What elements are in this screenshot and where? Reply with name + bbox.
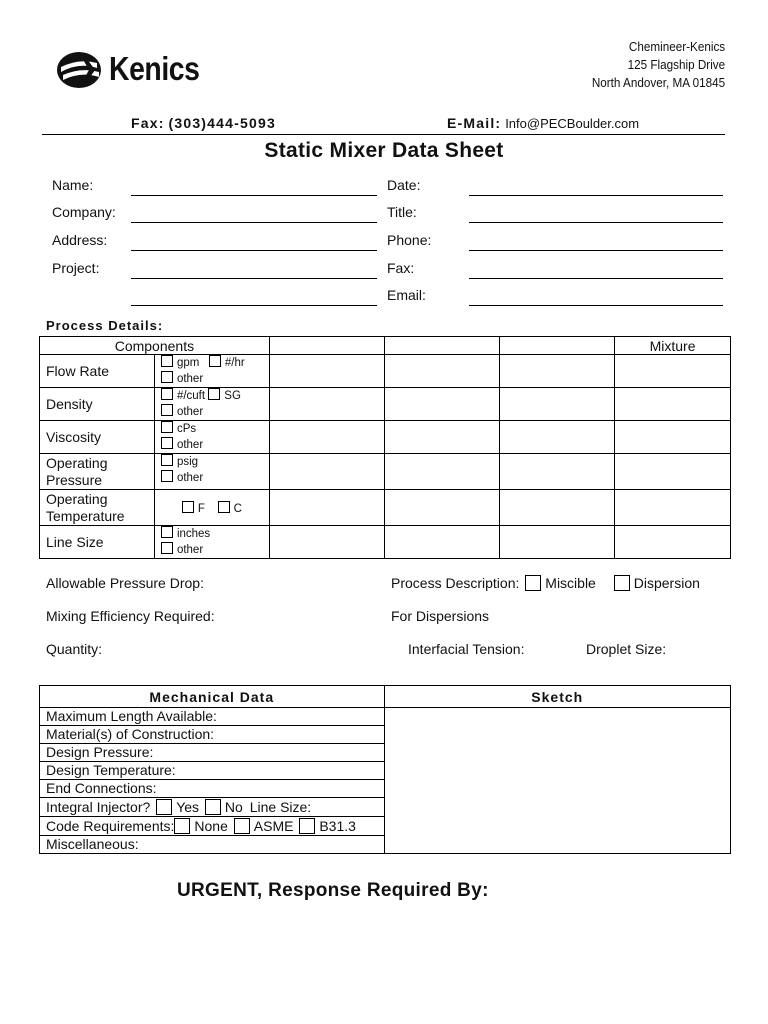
unit-label: psig [176, 456, 199, 468]
checkbox-other[interactable] [161, 542, 173, 554]
table-row [40, 355, 731, 388]
table-cell[interactable] [269, 355, 384, 388]
dispersion-checkbox[interactable] [614, 575, 630, 591]
checkbox-other[interactable] [161, 437, 173, 449]
title-field[interactable] [469, 222, 723, 223]
phone-label: Phone: [387, 232, 432, 248]
row-label-density: Density [40, 388, 155, 421]
fax-number: (303)444-5093 [168, 115, 276, 131]
table-cell[interactable] [500, 355, 615, 388]
table-cell[interactable] [615, 490, 731, 526]
table-cell[interactable] [384, 421, 500, 454]
table-cell[interactable] [500, 337, 615, 355]
checkbox-f[interactable] [182, 501, 194, 513]
row-label-viscosity: Viscosity [40, 421, 155, 454]
title-label: Title: [387, 204, 417, 220]
table-cell[interactable] [384, 355, 500, 388]
fax-field-label: Fax: [387, 260, 415, 276]
unit-label: other [176, 544, 204, 556]
code-asme-checkbox[interactable] [234, 818, 250, 834]
table-cell[interactable] [269, 337, 384, 355]
checkbox-other[interactable] [161, 371, 173, 383]
company-label: Company: [52, 204, 116, 220]
table-row [40, 454, 731, 490]
label-line: Pressure [46, 471, 103, 488]
unit-label: other [176, 439, 204, 451]
table-cell[interactable] [500, 388, 615, 421]
process-table [39, 336, 731, 559]
table-cell[interactable] [269, 490, 384, 526]
kenics-logo-icon [55, 50, 105, 90]
max-length-label: Maximum Length Available: [40, 708, 385, 726]
units-cell [154, 388, 269, 421]
table-row [40, 490, 731, 526]
table-cell[interactable] [500, 526, 615, 559]
allowable-pressure-drop-label: Allowable Pressure Drop: [46, 575, 204, 591]
mixing-efficiency-label: Mixing Efficiency Required: [46, 608, 215, 624]
quantity-label: Quantity: [46, 641, 103, 657]
miscible-label: Miscible [545, 575, 596, 591]
injector-yes-label: Yes [176, 798, 200, 815]
sketch-heading: Sketch [384, 686, 730, 708]
unit-label: #/hr [224, 357, 245, 369]
logo-wordmark: Kenics [109, 50, 200, 87]
unit-label: inches [176, 528, 211, 540]
address-line: Chemineer-Kenics [628, 39, 725, 54]
for-dispersions-label: For Dispersions [391, 608, 490, 624]
name-field[interactable] [131, 195, 377, 196]
unit-label: SG [224, 390, 241, 402]
mechanical-data-heading: Mechanical Data [40, 686, 385, 708]
unit-label: other [176, 406, 204, 418]
company-logo [55, 48, 220, 92]
address-line: 125 Flagship Drive [627, 57, 725, 72]
dispersion-label: Dispersion [633, 575, 700, 591]
label-line: Temperature [46, 507, 125, 524]
injector-no-checkbox[interactable] [205, 799, 221, 815]
header-divider [42, 134, 725, 135]
table-header-row [40, 337, 731, 355]
table-cell[interactable] [269, 388, 384, 421]
unit-label: gpm [176, 357, 200, 369]
units-cell [154, 526, 269, 559]
code-asme-label: ASME [253, 817, 294, 834]
name-label: Name: [52, 177, 94, 193]
mixture-header: Mixture [615, 337, 731, 355]
table-cell[interactable] [500, 421, 615, 454]
code-requirements-row [40, 817, 385, 836]
checkbox-c[interactable] [218, 501, 230, 513]
label-line: Operating [46, 490, 108, 507]
table-cell[interactable] [384, 388, 500, 421]
table-row [40, 421, 731, 454]
address-line: North Andover, MA 01845 [591, 75, 725, 90]
process-description-label: Process Description: [391, 575, 520, 591]
materials-label: Material(s) of Construction: [40, 726, 385, 744]
row-label-line-size: Line Size [40, 526, 155, 559]
row-label-operating-temperature [40, 490, 155, 526]
checkbox-gpm[interactable] [161, 355, 173, 367]
units-cell [154, 454, 269, 490]
code-b313-label: B31.3 [319, 817, 356, 834]
code-none-checkbox[interactable] [174, 818, 190, 834]
unit-label: #/cuft [176, 390, 206, 402]
unit-label: F [197, 502, 205, 515]
unit-label: other [176, 373, 204, 385]
table-cell[interactable] [500, 454, 615, 490]
label-line: Operating [46, 454, 108, 471]
table-row [40, 708, 731, 726]
fax-contact [131, 115, 276, 131]
project-field[interactable] [131, 278, 377, 279]
checkbox-sg[interactable] [208, 388, 220, 400]
fax-field[interactable] [469, 278, 723, 279]
table-cell[interactable] [384, 526, 500, 559]
design-temperature-label: Design Temperature: [40, 762, 385, 780]
process-details-heading: Process Details: [46, 318, 164, 333]
fax-label: Fax: [131, 115, 165, 131]
design-pressure-label: Design Pressure: [40, 744, 385, 762]
address-extra-field[interactable] [131, 305, 377, 306]
table-cell[interactable] [384, 490, 500, 526]
integral-injector-label: Integral Injector? [46, 798, 151, 815]
email-label: E-Mail: [447, 115, 502, 131]
row-label-flow-rate: Flow Rate [40, 355, 155, 388]
table-cell[interactable] [384, 337, 500, 355]
page-title: Static Mixer Data Sheet [264, 139, 504, 162]
unit-label: C [233, 502, 242, 515]
components-header: Components [40, 337, 270, 355]
miscellaneous-label: Miscellaneous: [40, 836, 385, 854]
table-header-row [40, 686, 731, 708]
integral-injector-row [40, 798, 385, 817]
email-address: Info@PECBoulder.com [505, 116, 640, 131]
injector-yes-checkbox[interactable] [156, 799, 172, 815]
end-connections-label: End Connections: [40, 780, 385, 798]
table-cell[interactable] [500, 490, 615, 526]
units-cell [154, 355, 269, 388]
units-cell [154, 421, 269, 454]
line-size-label: Line Size: [249, 798, 312, 815]
email-field-label: Email: [387, 287, 426, 303]
date-label: Date: [387, 177, 421, 193]
project-label: Project: [52, 260, 100, 276]
sketch-area[interactable] [384, 708, 730, 854]
unit-label: cPs [176, 423, 197, 435]
droplet-size-label: Droplet Size: [586, 641, 667, 657]
date-field[interactable] [469, 195, 723, 196]
units-cell [154, 490, 269, 526]
email-contact [447, 115, 639, 131]
table-cell[interactable] [615, 388, 731, 421]
table-cell[interactable] [615, 355, 731, 388]
table-cell[interactable] [384, 454, 500, 490]
process-description [391, 575, 700, 591]
checkbox-other[interactable] [161, 470, 173, 482]
unit-label: other [176, 472, 204, 484]
checkbox-lb-cuft[interactable] [161, 388, 173, 400]
table-cell[interactable] [269, 421, 384, 454]
email-field[interactable] [469, 305, 723, 306]
table-cell[interactable] [269, 454, 384, 490]
checkbox-cps[interactable] [161, 421, 173, 433]
checkbox-lb-hr[interactable] [209, 355, 221, 367]
checkbox-inches[interactable] [161, 526, 173, 538]
injector-no-label: No [224, 798, 243, 815]
address-field[interactable] [131, 250, 377, 251]
table-row [40, 526, 731, 559]
table-cell[interactable] [615, 454, 731, 490]
miscible-checkbox[interactable] [525, 575, 541, 591]
urgent-response-heading: URGENT, Response Required By: [177, 880, 489, 901]
checkbox-psig[interactable] [161, 454, 173, 466]
phone-field[interactable] [469, 250, 723, 251]
table-cell[interactable] [269, 526, 384, 559]
interfacial-tension-label: Interfacial Tension: [408, 641, 525, 657]
row-label-operating-pressure [40, 454, 155, 490]
code-requirements-label: Code Requirements: [46, 817, 175, 834]
code-none-label: None [194, 817, 228, 834]
company-address [592, 38, 725, 92]
table-cell[interactable] [615, 421, 731, 454]
company-field[interactable] [131, 222, 377, 223]
table-row [40, 388, 731, 421]
mechanical-table [39, 685, 731, 854]
table-cell[interactable] [615, 526, 731, 559]
checkbox-other[interactable] [161, 404, 173, 416]
code-b313-checkbox[interactable] [299, 818, 315, 834]
address-label: Address: [52, 232, 108, 248]
